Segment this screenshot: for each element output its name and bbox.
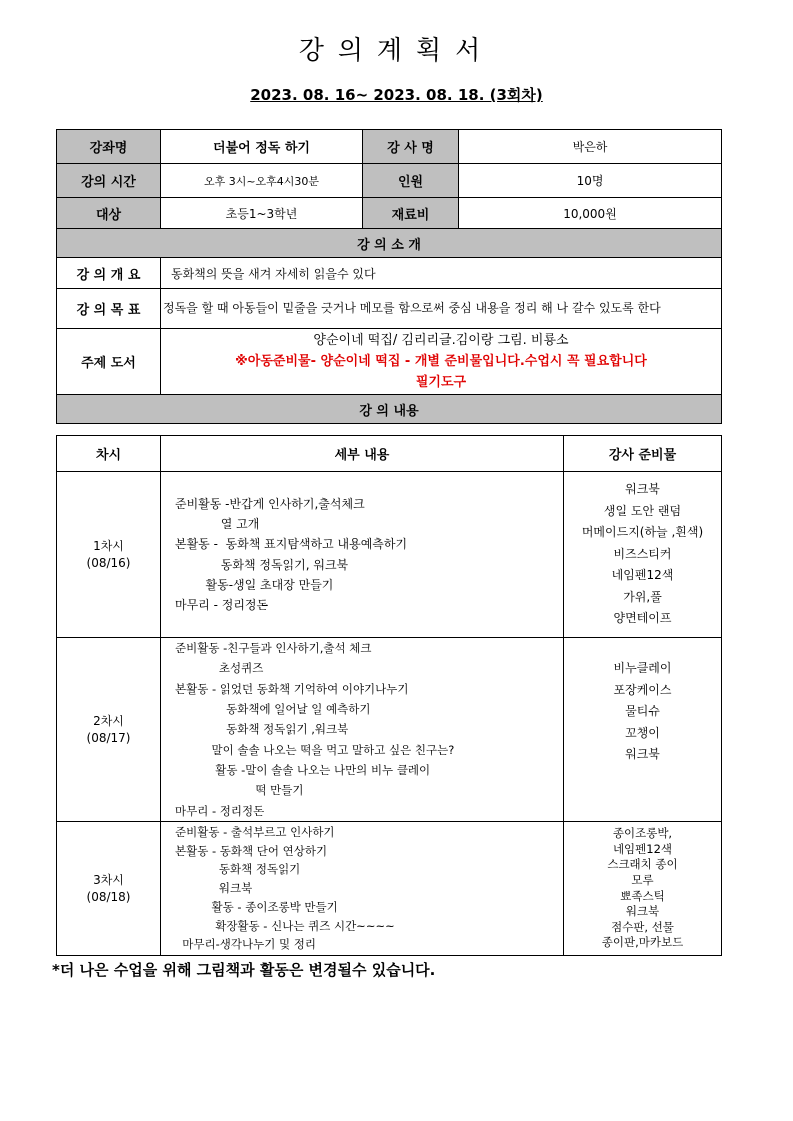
details-header: 세부 내용 [161,436,564,472]
course-name-value: 더불어 정독 하기 [161,130,363,164]
table-row [57,822,722,956]
fee-value: 10,000원 [459,198,722,229]
session-header: 차시 [57,436,161,472]
instructor-label: 강 사 명 [363,130,459,164]
session-2-cell: 2차시 (08/17) [57,638,161,822]
course-info-table [56,129,722,424]
target-label: 대상 [57,198,161,229]
session-1-cell: 1차시 (08/16) [57,472,161,638]
schedule-table [56,435,722,956]
session-3-materials: 종이조롱박, 네임펜12색 스크래치 종이 모루 뾰족스틱 워크북 점수판, 선물 종이판,마카보드 [564,822,722,956]
book-label: 주제 도서 [57,329,161,395]
session-1-materials: 워크북 생일 도안 랜덤 머메이드지(하늘 ,흰색) 비즈스티커 네임펜12색 가위,풀 양면테이프 [564,472,722,638]
goal-value: 정독을 할 때 아동들이 밑줄을 긋거나 메모를 함으로써 중심 내용을 정리 해 나 갈수 있도록 한다 [161,289,722,329]
overview-label: 강 의 개 요 [57,258,161,289]
time-label: 강의 시간 [57,164,161,198]
intro-section-header: 강 의 소 개 [57,229,722,258]
book-note-materials: ※아동준비물- 양순이네 떡집 - 개별 준비물입니다.수업시 꼭 필요합니다 [235,354,647,369]
goal-label: 강 의 목 표 [57,289,161,329]
session-3-details: 준비활동 - 출석부르고 인사하기 본활동 - 동화책 단어 연상하기 동화책 정독읽기 워크북 활동 - 종이조롱박 만들기 확장활동 - 신나는 퀴즈 시간~~~~ 마무리-생각나누기 및 정리 [161,822,564,956]
footer-note: *더 나은 수업을 위해 그림책과 활동은 변경될수 있습니다. [52,961,436,979]
target-value: 초등1~3학년 [161,198,363,229]
session-3-cell: 3차시 (08/18) [57,822,161,956]
table-row [57,638,722,822]
content-section-header: 강 의 내용 [57,395,722,424]
session-2-materials: 비누클레이 포장케이스 물티슈 꼬챙이 워크북 [564,638,722,822]
document-title: 강의계획서 [298,36,495,66]
course-period: 2023. 08. 16~ 2023. 08. 18. (3회차) [250,86,543,104]
book-note-stationery: 필기도구 [415,375,467,390]
instructor-value: 박은하 [459,130,722,164]
overview-value: 동화책의 뜻을 새겨 자세히 읽을수 있다 [161,258,722,289]
table-row [57,472,722,638]
fee-label: 재료비 [363,198,459,229]
time-value: 오후 3시~오후4시30분 [161,164,363,198]
headcount-value: 10명 [459,164,722,198]
session-1-details: 준비활동 -반갑게 인사하기,출석체크 열 고개 본활동 - 동화책 표지탐색하고 내용예측하기 동화책 정독읽기, 워크북 활동-생일 초대장 만들기 마무리 - 정리정돈 [161,472,564,638]
book-value: 양순이네 떡집/ 김리리글.김이랑 그림. 비룡소 [313,333,569,348]
materials-header: 강사 준비물 [564,436,722,472]
course-name-label: 강좌명 [57,130,161,164]
session-2-details: 준비활동 -친구들과 인사하기,출석 체크 초성퀴즈 본활동 - 읽었던 동화책 기억하여 이야기나누기 동화책에 일어날 일 예측하기 동화책 정독읽기 ,워크북 말이 솔솔 나오는 떡을 먹고 말하고 싶은 친구는? 활동 -말이 솔솔 나오는 나만의 비누 클레이 떡 만들기 마무리 - 정리정돈 [161,638,564,822]
book-cell [161,329,722,395]
headcount-label: 인원 [363,164,459,198]
